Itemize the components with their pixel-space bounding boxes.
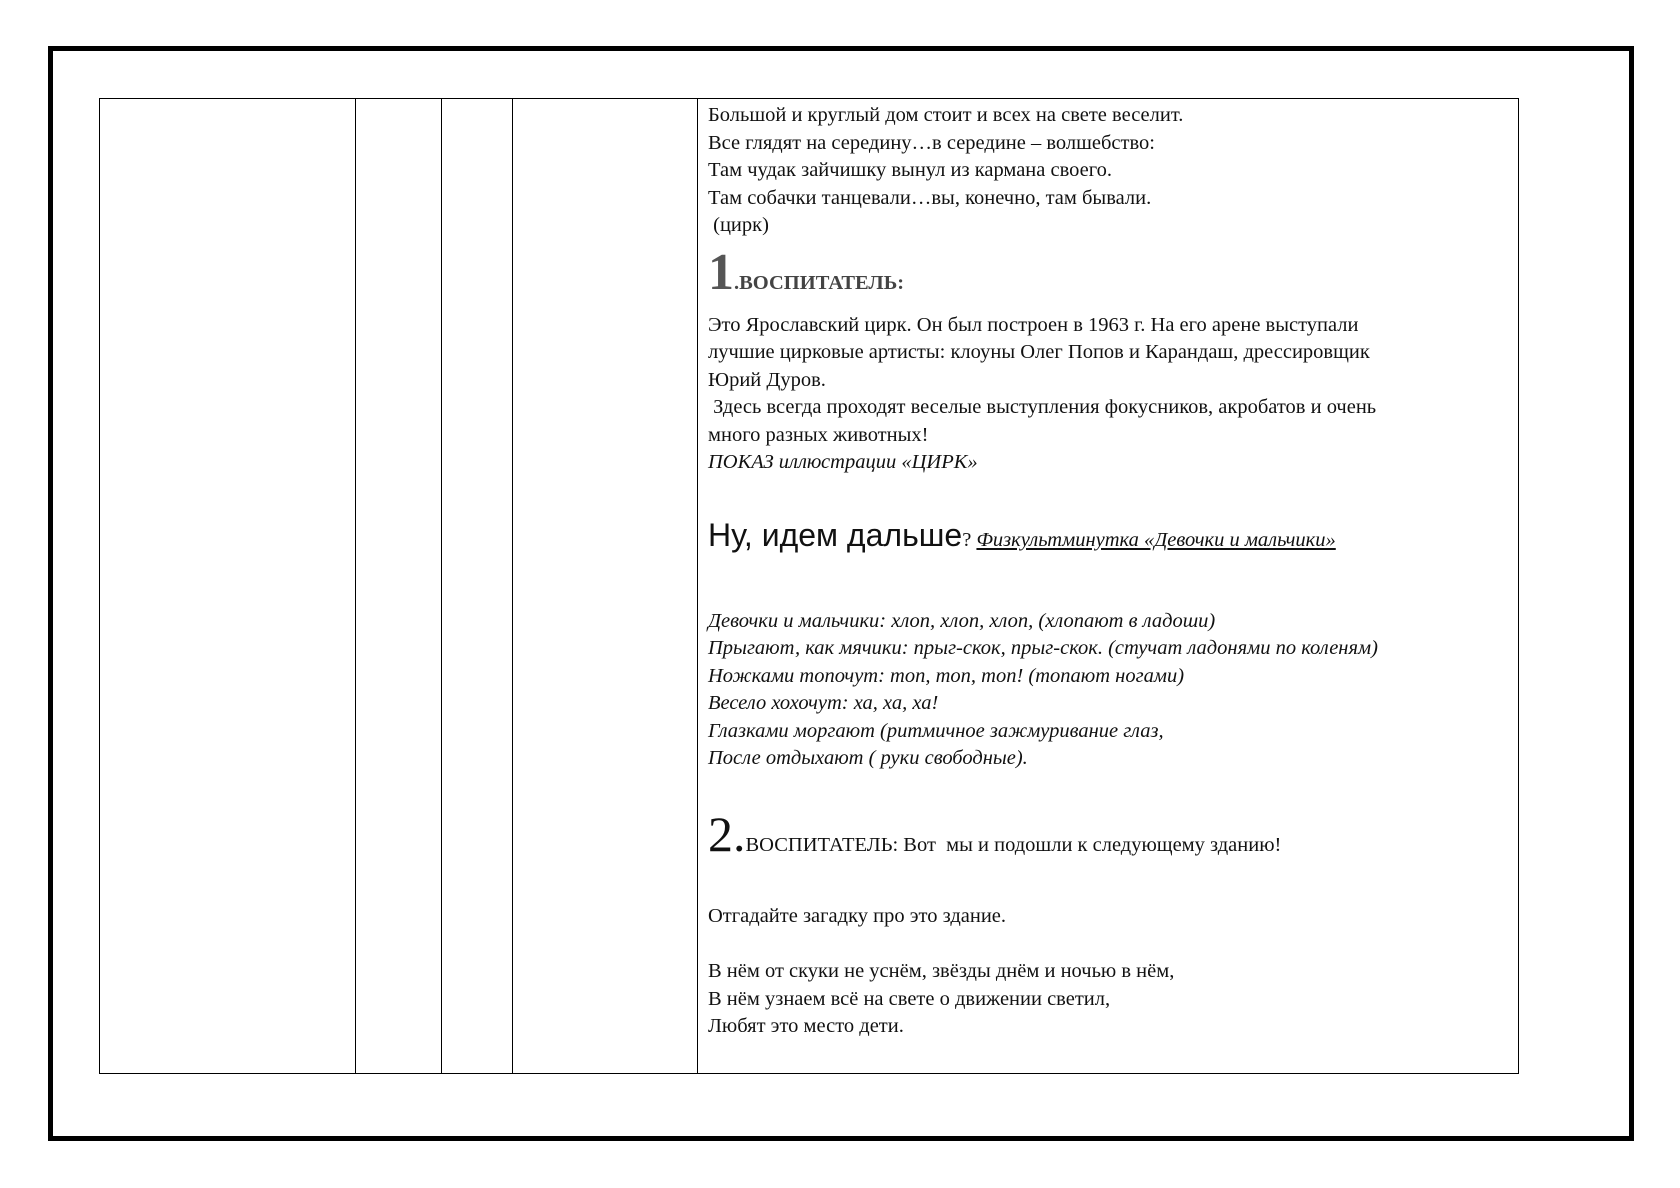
riddle-prompt: Отгадайте загадку про это здание. <box>708 904 1007 927</box>
exercise-line: Весело хохочут: ха, ха, ха! <box>708 692 939 714</box>
lesson-table <box>99 98 1519 1074</box>
exercise-rhyme <box>708 608 1510 773</box>
exercise-line: Ножками топочут: топ, топ, топ! (топают ногами) <box>708 664 1185 687</box>
table-column-1 <box>100 99 356 1073</box>
exercise-title: Физкультминутка «Девочки и мальчики» <box>976 528 1336 551</box>
riddle-line: В нём от скуки не уснём, звёзды днём и ночью в нём, <box>708 960 1175 982</box>
paragraph-line: Здесь всегда проходят веселые выступления фокусников, акробатов и очень <box>708 396 1377 418</box>
table-column-2 <box>356 99 442 1073</box>
exercise-line: Прыгают, как мячики: прыг-скок, прыг-скок. (стучат ладонями по коленям) <box>708 637 1378 659</box>
planetarium-riddle <box>708 958 1510 1041</box>
riddle-line: Там чудак зайчишку вынул из кармана своего. <box>708 159 1113 181</box>
section-1-text <box>708 312 1510 477</box>
section-2-label: ВОСПИТАТЕЛЬ: <box>745 833 899 856</box>
transition-question-mark: ? <box>962 528 977 551</box>
section-2-text: Вот мы и подошли к следующему зданию! <box>898 833 1282 856</box>
riddle-line: В нём узнаем всё на свете о движении светил, <box>708 987 1111 1010</box>
section-2-number: 2. <box>708 805 746 862</box>
table-column-4 <box>513 99 698 1073</box>
exercise-line: После отдыхают ( руки свободные). <box>708 747 1028 769</box>
section-2-heading <box>708 807 1510 873</box>
show-illustration-note: ПОКАЗ иллюстрации «ЦИРК» <box>708 451 978 473</box>
paragraph-line: лучшие цирковые артисты: клоуны Олег Попов и Карандаш, дрессировщик <box>708 341 1370 363</box>
riddle-line: Любят это место дети. <box>708 1015 904 1037</box>
paragraph-line: Это Ярославский цирк. Он был построен в 1963 г. На его арене выступали <box>708 313 1359 336</box>
transition-heading <box>708 515 1510 560</box>
section-1-heading <box>708 243 1510 310</box>
table-column-content <box>698 99 1518 1073</box>
transition-big-text: Ну, идем дальше <box>708 516 963 553</box>
exercise-line: Девочки и мальчики: хлоп, хлоп, хлоп, (хлопают в ладоши) <box>708 609 1216 632</box>
section-1-label: .ВОСПИТАТЕЛЬ: <box>734 271 905 294</box>
section-1-number: 1 <box>708 243 734 301</box>
table-column-3 <box>442 99 513 1073</box>
riddle-answer: (цирк) <box>708 214 769 236</box>
riddle-line: Большой и круглый дом стоит и всех на свете веселит. <box>708 104 1184 126</box>
paragraph-line: Юрий Дуров. <box>708 368 826 391</box>
paragraph-line: много разных животных! <box>708 423 929 446</box>
circus-riddle <box>708 102 1510 240</box>
exercise-line: Глазками моргают (ритмичное зажмуривание глаз, <box>708 719 1164 742</box>
riddle-line: Там собачки танцевали…вы, конечно, там бывали. <box>708 186 1152 209</box>
riddle-line: Все глядят на середину…в середине – волшебство: <box>708 131 1155 154</box>
